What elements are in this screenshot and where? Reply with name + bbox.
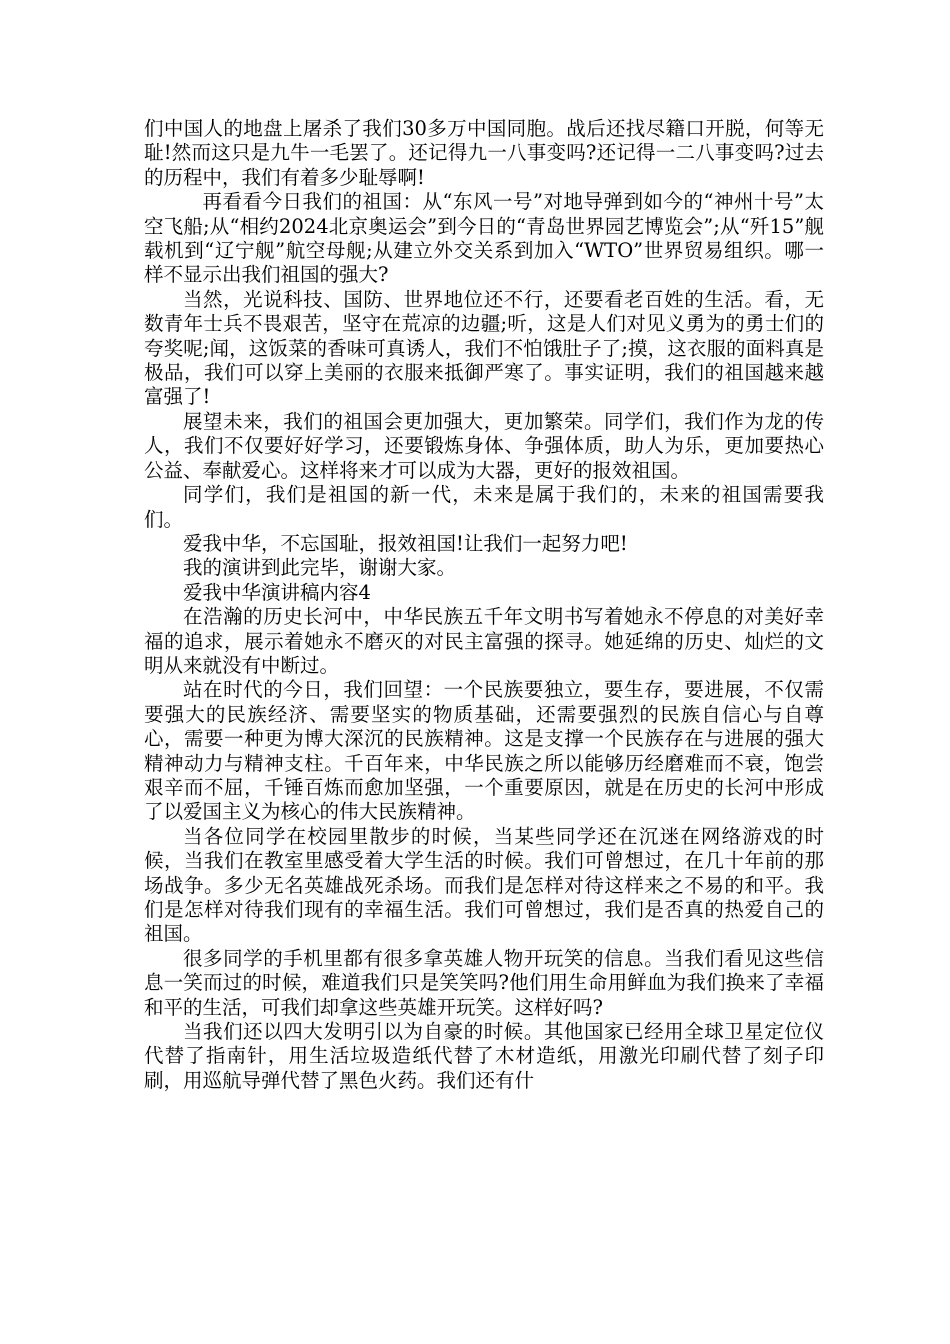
paragraph-9: 在浩瀚的历史长河中，中华民族五千年文明书写着她永不停息的对美好幸福的追求，展示着她永不磨灭的对民主富强的探寻。她延绵的历史、灿烂的文明从来就没有中断过。 — [144, 605, 824, 677]
paragraph-1: 们中国人的地盘上屠杀了我们30多万中国同胞。战后还找尽籍口开脱，何等无耻!然而这只是九牛一毛罢了。还记得九一八事变吗?还记得一二八事变吗?过去的历程中，我们有着多少耻辱啊! — [144, 117, 824, 189]
paragraph-7: 我的演讲到此完毕，谢谢大家。 — [183, 556, 457, 580]
paragraph-10: 站在时代的今日，我们回望：一个民族要独立，要生存，要进展，不仅需要强大的民族经济、需要坚实的物质基础，还需要强烈的民族自信心与自尊心，需要一种更为博大深沉的民族精神。这是支撑一个民族存在与进展的强大精神动力与精神支柱。千百年来，中华民族之所以能够历经磨难而不衰，饱尝艰辛而不屈，千锤百炼而愈加坚强，一个重要原因，就是在历史的长河中形成了以爱国主义为核心的伟大民族精神。 — [144, 678, 824, 824]
paragraph-3: 当然，光说科技、国防、世界地位还不行，还要看老百姓的生活。看，无数青年士兵不畏艰苦，坚守在荒凉的边疆;听，这是人们对见义勇为的勇士们的夸奖呢;闻，这饭菜的香味可真诱人，我们不怕饿肚子了;摸，这衣服的面料真是极品，我们可以穿上美丽的衣服来抵御严寒了。事实证明，我们的祖国越来越富强了! — [144, 287, 824, 409]
paragraph-13: 当我们还以四大发明引以为自豪的时候。其他国家已经用全球卫星定位仪代替了指南针，用生活垃圾造纸代替了木材造纸，用激光印刷代替了刻子印刷，用巡航导弹代替了黑色火药。我们还有什 — [144, 1020, 824, 1092]
section-heading: 爱我中华演讲稿内容4 — [183, 580, 371, 604]
paragraph-11: 当各位同学在校园里散步的时候，当某些同学还在沉迷在网络游戏的时候，当我们在教室里感受着大学生活的时候。我们可曾想过，在几十年前的那场战争。多少无名英雄战死杀场。而我们是怎样对待这样来之不易的和平。我们是怎样对待我们现有的幸福生活。我们可曾想过，我们是否真的热爱自己的祖国。 — [144, 824, 824, 946]
document-body — [144, 117, 824, 1093]
paragraph-12: 很多同学的手机里都有很多拿英雄人物开玩笑的信息。当我们看见这些信息一笑而过的时候，难道我们只是笑笑吗?他们用生命用鲜血为我们换来了幸福和平的生活，可我们却拿这些英雄开玩笑。这样好吗? — [144, 946, 824, 1019]
paragraph-4: 展望未来，我们的祖国会更加强大，更加繁荣。同学们，我们作为龙的传人，我们不仅要好好学习，还要锻炼身体、争强体质，助人为乐，更加要热心公益、奉献爱心。这样将来才可以成为大器，更好的报效祖国。 — [144, 409, 824, 482]
paragraph-2: 再看看今日我们的祖国：从“东风一号”对地导弹到如今的“神州十号”太空飞船;从“相约2024北京奥运会”到今日的“青岛世界园艺博览会”;从“歼15”舰载机到“辽宁舰”航空母舰;从建立外交关系到加入“WTO”世界贸易组织。哪一样不显示出我们祖国的强大? — [144, 190, 824, 287]
paragraph-6: 爱我中华，不忘国耻，报效祖国!让我们一起努力吧! — [183, 531, 628, 555]
paragraph-5: 同学们，我们是祖国的新一代，未来是属于我们的，未来的祖国需要我们。 — [144, 483, 824, 531]
